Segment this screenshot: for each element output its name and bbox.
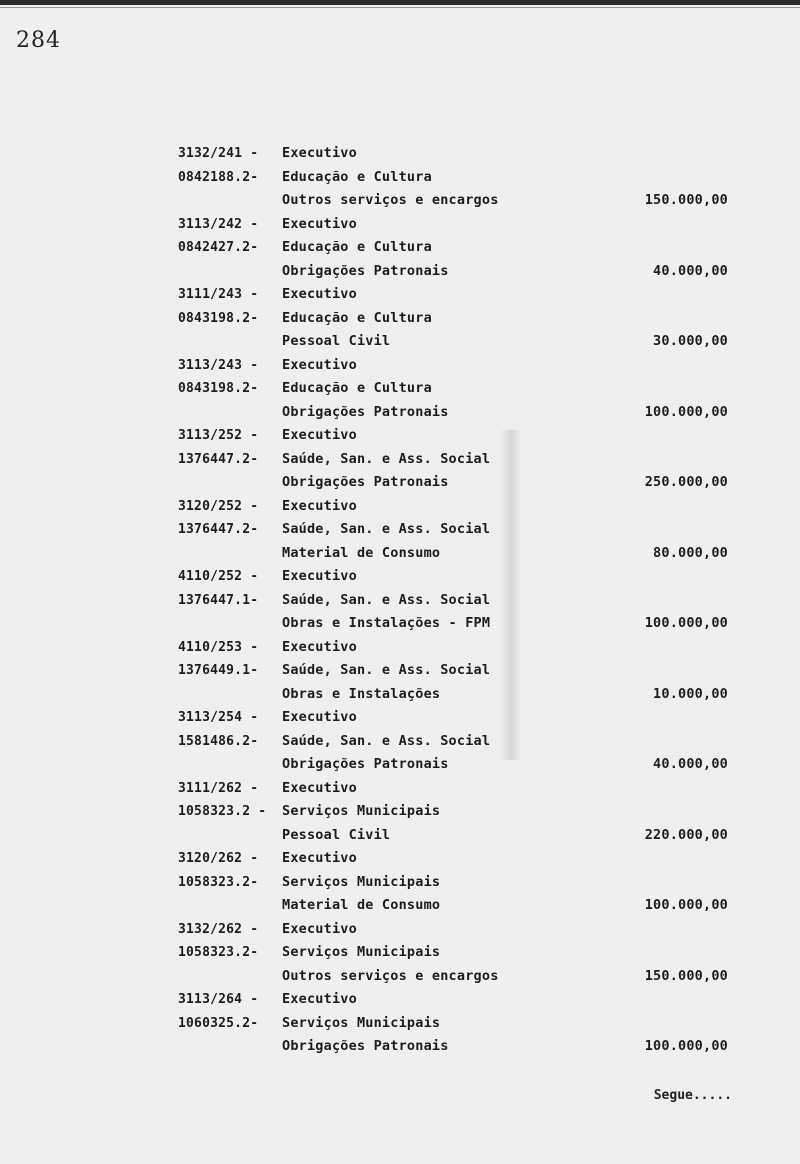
budget-entry — [178, 988, 738, 1059]
budget-entry — [178, 706, 738, 777]
entry-description: Educação e Cultura — [282, 309, 432, 326]
entry-code: 3132/262 - — [178, 921, 259, 937]
budget-entry — [178, 847, 738, 918]
entry-description: Executivo — [282, 920, 357, 937]
entry-description: Obrigações Patronais — [282, 403, 449, 420]
entry-line — [178, 988, 738, 1012]
top-border-rule — [0, 0, 800, 5]
entry-description: Material de Consumo — [282, 897, 441, 913]
entry-line — [178, 330, 738, 354]
entry-description: Educação e Cultura — [282, 239, 432, 255]
entry-description: Obrigações Patronais — [282, 756, 449, 772]
continuation-note: Segue..... — [653, 1088, 732, 1103]
entry-line — [178, 1035, 738, 1059]
entry-code: 0843198.2- — [178, 381, 259, 396]
entry-description: Obrigações Patronais — [282, 262, 449, 279]
entry-amount: 100.000,00 — [644, 615, 728, 631]
entry-code: 1376449.1- — [178, 663, 259, 678]
entry-code: 3120/262 - — [178, 851, 259, 866]
entry-code: 1058323.2 - — [178, 804, 267, 819]
entry-description: Educação e Cultura — [282, 380, 432, 396]
entry-description: Executivo — [282, 568, 357, 584]
budget-entry — [178, 213, 738, 284]
entry-description: Outros serviços e encargos — [282, 192, 499, 208]
entry-code: 3120/252 - — [178, 498, 259, 514]
entry-description: Executivo — [282, 145, 357, 161]
budget-entry — [178, 495, 738, 566]
entry-description: Executivo — [282, 779, 357, 796]
entry-description: Executivo — [282, 356, 357, 373]
budget-entry — [178, 424, 738, 495]
entry-line — [178, 448, 738, 472]
entry-line — [178, 706, 738, 730]
entry-description: Executivo — [282, 991, 357, 1007]
entry-line — [178, 189, 738, 213]
entry-line — [178, 636, 738, 660]
entry-amount: 100.000,00 — [644, 1038, 728, 1054]
entry-code: 4110/252 - — [178, 569, 259, 584]
entry-code: 0843198.2- — [178, 310, 259, 326]
entry-line — [178, 307, 738, 331]
entry-description: Saúde, San. e Ass. Social — [282, 591, 491, 608]
budget-entry — [178, 283, 738, 354]
entry-line — [178, 354, 738, 378]
entry-line — [178, 377, 738, 401]
entry-code: 1058323.2- — [178, 945, 259, 960]
entry-description: Pessoal Civil — [282, 826, 391, 843]
entry-line — [178, 236, 738, 260]
entry-code: 3111/262 - — [178, 780, 259, 796]
entry-code: 1058323.2- — [178, 874, 259, 890]
entry-code: 3113/243 - — [178, 357, 259, 373]
entry-line — [178, 401, 738, 425]
entry-description: Executivo — [282, 850, 357, 866]
entry-description: Saúde, San. e Ass. Social — [282, 732, 491, 749]
entry-code: 3111/243 - — [178, 287, 259, 302]
entry-amount: 10.000,00 — [653, 685, 728, 702]
entry-code: 0842427.2- — [178, 240, 259, 255]
entry-code: 3113/264 - — [178, 992, 259, 1007]
entry-amount: 100.000,00 — [644, 897, 728, 913]
entry-line — [178, 777, 738, 801]
entry-code: 3132/241 - — [178, 146, 259, 161]
entry-line — [178, 683, 738, 707]
entry-line — [178, 283, 738, 307]
entry-description: Serviços Municipais — [282, 1014, 441, 1031]
budget-entry — [178, 636, 738, 707]
entry-line — [178, 213, 738, 237]
entry-code: 1376447.2- — [178, 522, 259, 537]
entry-code: 3113/254 - — [178, 710, 259, 725]
entry-line — [178, 894, 738, 918]
entry-amount: 250.000,00 — [644, 474, 728, 490]
entry-description: Executivo — [282, 638, 357, 655]
entry-code: 3113/252 - — [178, 428, 259, 443]
entry-line — [178, 424, 738, 448]
entry-description: Executivo — [282, 497, 357, 514]
entry-amount: 150.000,00 — [644, 192, 728, 208]
page-number: 284 — [16, 28, 61, 53]
entry-line — [178, 918, 738, 942]
entry-code: 4110/253 - — [178, 639, 259, 655]
entry-description: Saúde, San. e Ass. Social — [282, 521, 491, 537]
entry-description: Saúde, San. e Ass. Social — [282, 662, 491, 678]
entry-description: Educação e Cultura — [282, 168, 432, 185]
budget-entry — [178, 565, 738, 636]
entry-line — [178, 565, 738, 589]
entry-description: Obras e Instalações - FPM — [282, 615, 491, 631]
budget-entry — [178, 354, 738, 425]
entry-description: Obrigações Patronais — [282, 1038, 449, 1054]
entry-description: Saúde, San. e Ass. Social — [282, 450, 491, 467]
entry-amount: 150.000,00 — [644, 967, 728, 984]
entry-code: 1060325.2- — [178, 1015, 259, 1031]
entry-amount: 40.000,00 — [653, 262, 728, 279]
entry-description: Executivo — [282, 709, 357, 725]
budget-entries-list — [178, 142, 738, 1059]
entry-code: 1376447.1- — [178, 592, 259, 608]
entry-amount: 220.000,00 — [644, 826, 728, 843]
entry-description: Serviços Municipais — [282, 873, 441, 890]
entry-line — [178, 1012, 738, 1036]
entry-code: 0842188.2- — [178, 169, 259, 185]
entry-line — [178, 824, 738, 848]
entry-code: 1376447.2- — [178, 451, 259, 467]
entry-description: Executivo — [282, 286, 357, 302]
entry-line — [178, 542, 738, 566]
entry-line — [178, 941, 738, 965]
entry-line — [178, 471, 738, 495]
budget-entry — [178, 142, 738, 213]
entry-description: Executivo — [282, 215, 357, 232]
entry-line — [178, 518, 738, 542]
entry-code: 1581486.2- — [178, 733, 259, 749]
entry-line — [178, 166, 738, 190]
entry-description: Outros serviços e encargos — [282, 967, 499, 984]
entry-line — [178, 730, 738, 754]
entry-line — [178, 965, 738, 989]
entry-line — [178, 260, 738, 284]
entry-amount: 40.000,00 — [653, 756, 728, 772]
entry-description: Obras e Instalações — [282, 685, 441, 702]
entry-line — [178, 612, 738, 636]
entry-line — [178, 589, 738, 613]
entry-line — [178, 753, 738, 777]
entry-description: Serviços Municipais — [282, 803, 441, 819]
entry-description: Material de Consumo — [282, 544, 441, 561]
entry-description: Executivo — [282, 427, 357, 443]
entry-line — [178, 495, 738, 519]
entry-description: Obrigações Patronais — [282, 474, 449, 490]
entry-line — [178, 871, 738, 895]
entry-amount: 100.000,00 — [644, 403, 728, 420]
entry-description: Serviços Municipais — [282, 944, 441, 960]
entry-line — [178, 142, 738, 166]
entry-line — [178, 847, 738, 871]
entry-code: 3113/242 - — [178, 216, 259, 232]
entry-description: Pessoal Civil — [282, 333, 391, 349]
budget-entry — [178, 777, 738, 848]
entry-line — [178, 800, 738, 824]
entry-amount: 30.000,00 — [653, 333, 728, 349]
entry-line — [178, 659, 738, 683]
top-border-hairline — [0, 7, 800, 8]
budget-entry — [178, 918, 738, 989]
entry-amount: 80.000,00 — [653, 544, 728, 561]
